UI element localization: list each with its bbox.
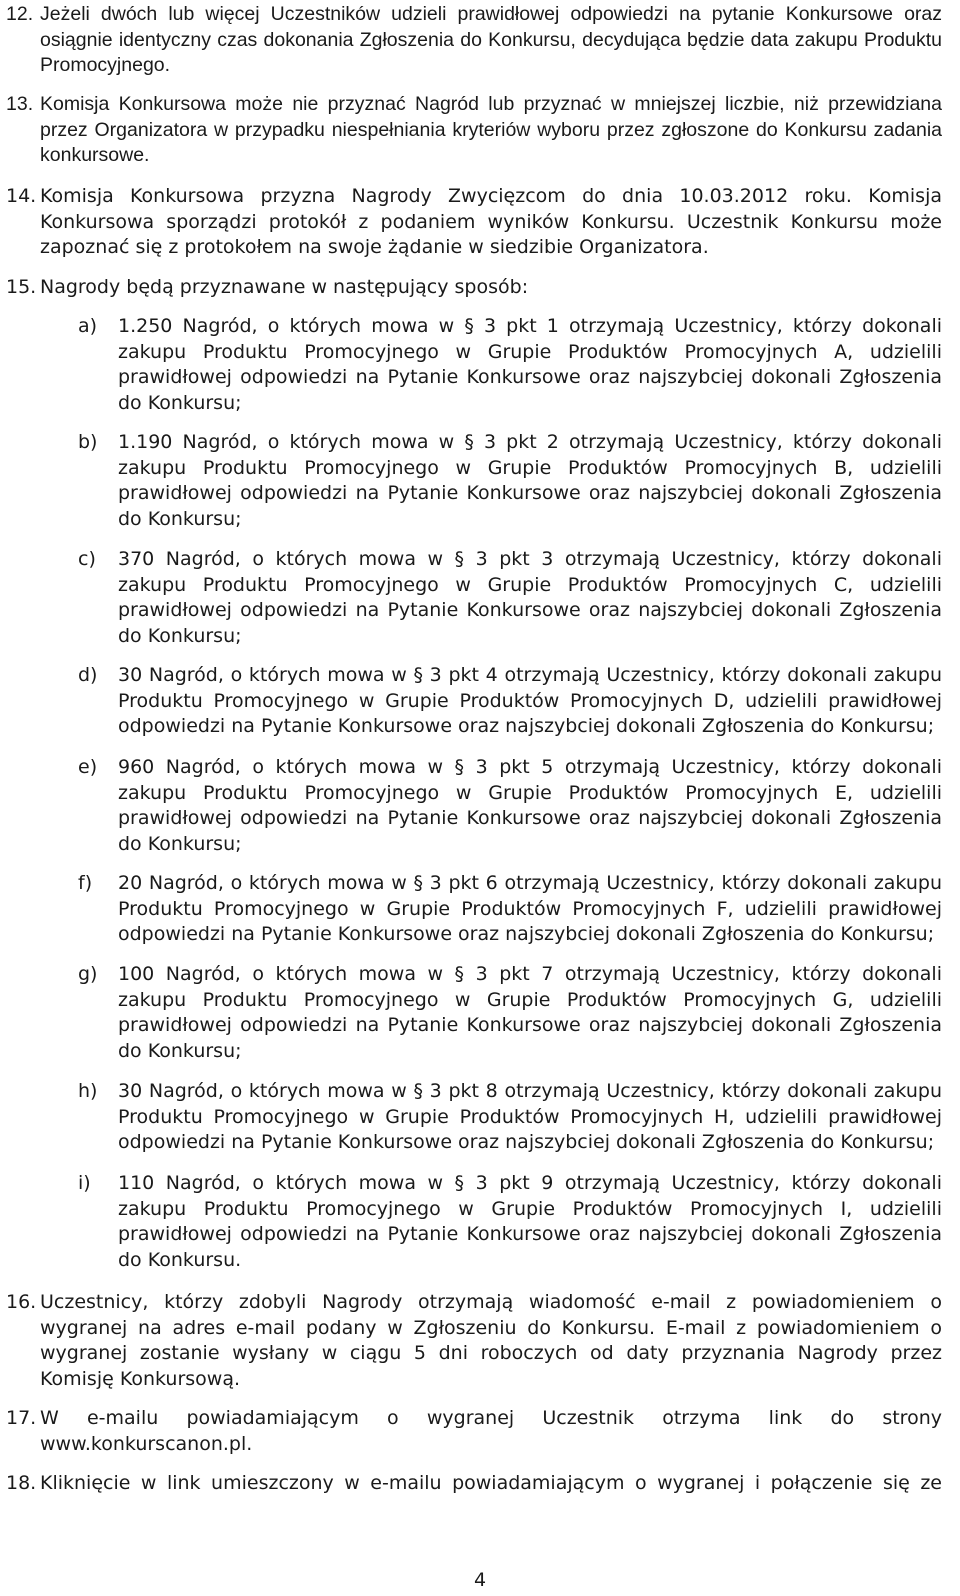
clause-number: 17.: [6, 1407, 37, 1429]
clause-text: Nagrody będą przyznawane w następujący sposób:: [40, 276, 529, 298]
subclause-d: [78, 663, 942, 740]
subclause-h: [78, 1079, 942, 1156]
subclause-text: 370 Nagród, o których mowa w § 3 pkt 3 otrzymają Uczestnicy, którzy dokonali zakupu Produktu Promocyjnego w Grupie Produktów Promocyjnych C, udzielili prawidłowej odpowiedzi na Pytanie Konkursowe oraz najszybciej dokonali Zgłoszenia do Konkursu;: [118, 548, 942, 647]
clause-number: 15.: [6, 276, 37, 298]
subclause-label: b): [78, 431, 98, 453]
clause-text: Jeżeli dwóch lub więcej Uczestników udzieli prawidłowej odpowiedzi na pytanie Konkursowe oraz osiągnie identyczny czas dokonania Zgłoszenia do Konkursu, decydująca będzie data zakupu Produktu Promocyjnego.: [40, 3, 942, 76]
subclause-text: 960 Nagród, o których mowa w § 3 pkt 5 otrzymają Uczestnicy, którzy dokonali zakupu Produktu Promocyjnego w Grupie Produktów Promocyjnych E, udzielili prawidłowej odpowiedzi na Pytanie Konkursowe oraz najszybciej dokonali Zgłoszenia do Konkursu;: [118, 756, 942, 855]
clause-number: 13.: [6, 93, 34, 115]
clause-12: [0, 2, 942, 79]
subclause-g: [78, 962, 942, 1064]
subclause-text: 30 Nagród, o których mowa w § 3 pkt 4 otrzymają Uczestnicy, którzy dokonali zakupu Produktu Promocyjnego w Grupie Produktów Promocyjnych D, udzielili prawidłowej odpowiedzi na Pytanie Konkursowe oraz najszybciej dokonali Zgłoszenia do Konkursu;: [118, 664, 942, 737]
subclause-text: 1.190 Nagród, o których mowa w § 3 pkt 2 otrzymają Uczestnicy, którzy dokonali zakupu Produktu Promocyjnego w Grupie Produktów Promocyjnych B, udzielili prawidłowej odpowiedzi na Pytanie Konkursowe oraz najszybciej dokonali Zgłoszenia do Konkursu;: [118, 431, 942, 530]
subclause-b: [78, 430, 942, 532]
clause-18: [0, 1471, 942, 1497]
page-number: 4: [473, 1569, 487, 1591]
clause-text: W e-mailu powiadamiającym o wygranej Uczestnik otrzyma link do strony www.konkurscanon.pl.: [40, 1407, 942, 1455]
subclause-text: 20 Nagród, o których mowa w § 3 pkt 6 otrzymają Uczestnicy, którzy dokonali zakupu Produktu Promocyjnego w Grupie Produktów Promocyjnych F, udzielili prawidłowej odpowiedzi na Pytanie Konkursowe oraz najszybciej dokonali Zgłoszenia do Konkursu;: [118, 872, 942, 945]
subclause-text: 100 Nagród, o których mowa w § 3 pkt 7 otrzymają Uczestnicy, którzy dokonali zakupu Produktu Promocyjnego w Grupie Produktów Promocyjnych G, udzielili prawidłowej odpowiedzi na Pytanie Konkursowe oraz najszybciej dokonali Zgłoszenia do Konkursu;: [118, 963, 942, 1062]
clause-16: [0, 1290, 942, 1392]
clause-number: 16.: [6, 1291, 37, 1313]
subclause-label: h): [78, 1080, 98, 1102]
subclause-label: d): [78, 664, 98, 686]
subclause-text: 110 Nagród, o których mowa w § 3 pkt 9 otrzymają Uczestnicy, którzy dokonali zakupu Produktu Promocyjnego w Grupie Produktów Promocyjnych I, udzielili prawidłowej odpowiedzi na Pytanie Konkursowe oraz najszybciej dokonali Zgłoszenia do Konkursu.: [118, 1172, 942, 1271]
subclause-a: [78, 314, 942, 416]
subclause-label: g): [78, 963, 98, 985]
clause-15: [0, 275, 942, 301]
clause-14: [0, 184, 942, 261]
subclause-c: [78, 547, 942, 649]
clause-text: Kliknięcie w link umieszczony w e-mailu powiadamiającym o wygranej i połączenie się ze: [40, 1472, 942, 1494]
subclause-text: 30 Nagród, o których mowa w § 3 pkt 8 otrzymają Uczestnicy, którzy dokonali zakupu Produktu Promocyjnego w Grupie Produktów Promocyjnych H, udzielili prawidłowej odpowiedzi na Pytanie Konkursowe oraz najszybciej dokonali Zgłoszenia do Konkursu;: [118, 1080, 942, 1153]
clause-number: 18.: [6, 1472, 37, 1494]
subclause-text: 1.250 Nagród, o których mowa w § 3 pkt 1 otrzymają Uczestnicy, którzy dokonali zakupu Produktu Promocyjnego w Grupie Produktów Promocyjnych A, udzielili prawidłowej odpowiedzi na Pytanie Konkursowe oraz najszybciej dokonali Zgłoszenia do Konkursu;: [118, 315, 942, 414]
subclause-label: a): [78, 315, 98, 337]
subclause-f: [78, 871, 942, 948]
subclause-i: [78, 1171, 942, 1273]
clause-17: [0, 1406, 942, 1457]
subclause-label: f): [78, 872, 93, 894]
clause-number: 14.: [6, 185, 37, 207]
subclause-label: e): [78, 756, 98, 778]
clause-text: Uczestnicy, którzy zdobyli Nagrody otrzymają wiadomość e-mail z powiadomieniem o wygranej na adres e-mail podany w Zgłoszeniu do Konkursu. E-mail z powiadomieniem o wygranej zostanie wysłany w ciągu 5 dni roboczych od daty przyznania Nagrody przez Komisję Konkursową.: [40, 1291, 942, 1390]
subclause-e: [78, 755, 942, 857]
subclause-label: c): [78, 548, 96, 570]
clause-text: Komisja Konkursowa przyzna Nagrody Zwycięzcom do dnia 10.03.2012 roku. Komisja Konkursowa sporządzi protokół z podaniem wyników Konkursu. Uczestnik Konkursu może zapoznać się z protokołem na swoje żądanie w siedzibie Organizatora.: [40, 185, 942, 258]
clause-13: [0, 92, 942, 169]
subclause-label: i): [78, 1172, 91, 1194]
clause-text: Komisja Konkursowa może nie przyznać Nagród lub przyznać w mniejszej liczbie, niż przewidziana przez Organizatora w przypadku niespełniania kryteriów wyboru przez zgłoszone do Konkursu zadania konkursowe.: [40, 93, 942, 166]
clause-number: 12.: [6, 3, 34, 25]
